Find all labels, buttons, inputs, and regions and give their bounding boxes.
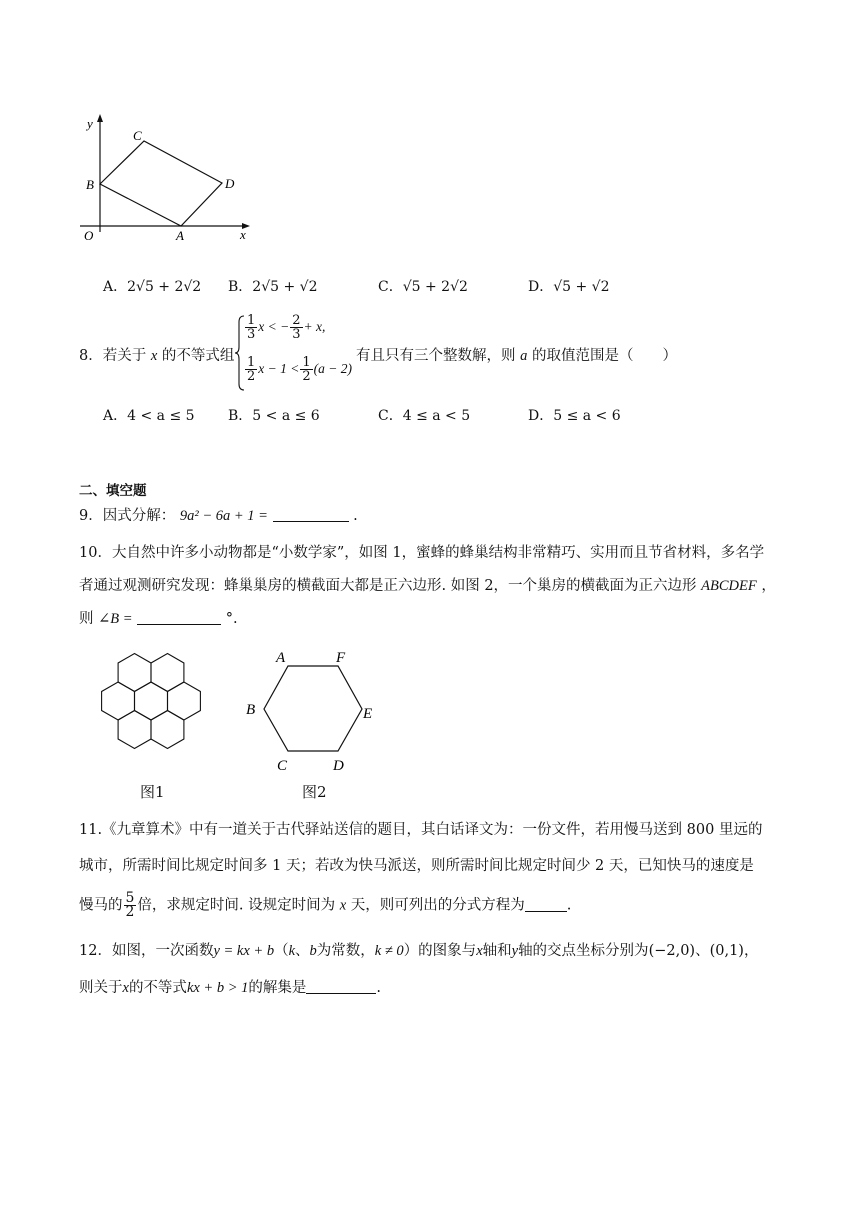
q8-inequality-2 bbox=[244, 356, 352, 383]
q12-line-1d: ）的图象与 bbox=[403, 943, 477, 959]
q7-option-b[interactable]: B．2√5 + √2 bbox=[228, 279, 318, 295]
q12-b: b bbox=[309, 943, 317, 959]
q12-line-2b: 的不等式 bbox=[128, 980, 187, 996]
hexagon-figure bbox=[240, 644, 390, 774]
q11-line-3 bbox=[79, 892, 779, 919]
q11-fraction: $\frac{5}{2}$ bbox=[125, 890, 135, 920]
hex-label-a: A bbox=[276, 650, 286, 666]
q10-line-3a: 则 bbox=[79, 611, 94, 627]
label-c: C bbox=[133, 128, 142, 143]
q12-comma: 、 bbox=[695, 943, 710, 959]
q12-line-2a: 则关于 bbox=[79, 980, 123, 996]
q12-line-1f: 轴的交点坐标分别为 bbox=[518, 943, 649, 959]
honeycomb-cell bbox=[151, 711, 184, 749]
honeycomb-cell bbox=[168, 682, 201, 720]
q8-ineq2a: x − 1 < bbox=[258, 361, 300, 376]
q10-line-1: 10．大自然中许多小动物都是“小数学家”，如图 1，蜜蜂的蜂巢结构非常精巧、实用而且节省材料，多名学 bbox=[79, 545, 765, 561]
q9-expr: 9a² − 6a + 1 = bbox=[179, 508, 268, 524]
q11-line-1: 11.《九章算术》中有一道关于古代驿站送信的题目，其白话译文为：一份文件，若用慢马送到 800 里远的 bbox=[79, 822, 763, 838]
q10-hexagon-name: ABCDEF bbox=[701, 578, 757, 594]
q12-end: . bbox=[376, 980, 381, 996]
label-y: y bbox=[87, 116, 93, 131]
parallelogram-abcd bbox=[100, 141, 222, 226]
q8-suffix2: 的取值范围是（ ） bbox=[531, 348, 677, 364]
q8-ineq1: x < − bbox=[258, 319, 290, 334]
q12-inequality: kx + b > 1 bbox=[186, 980, 249, 996]
honeycomb-cell bbox=[151, 654, 184, 692]
q10-line-2-text: 者通过观测研究发现：蜂巢巢房的横截面大都是正六边形. 如图 2，一个巢房的横截面为正六边形 bbox=[79, 578, 697, 594]
hex-label-b: B bbox=[246, 702, 256, 718]
q10-line-2 bbox=[79, 576, 779, 596]
q12-line-1a: 12．如图，一次函数 bbox=[79, 943, 214, 959]
q12-line-1e: 轴和 bbox=[482, 943, 512, 959]
q8-option-c[interactable]: C．4 ≤ a < 5 bbox=[378, 408, 471, 424]
q8-ineq2b: (a − 2) bbox=[313, 361, 353, 376]
q8-frac-1-3: $\frac{1}{3}$ bbox=[247, 313, 256, 342]
figure-2-caption: 图2 bbox=[302, 783, 327, 801]
q8-stem-end bbox=[356, 344, 677, 365]
q8-option-a[interactable]: A．4 < a ≤ 5 bbox=[103, 408, 195, 424]
q8-var-x: x bbox=[150, 348, 158, 364]
q11-var-x: x bbox=[339, 897, 347, 914]
q12-line-1g: ， bbox=[743, 943, 759, 959]
label-x: x bbox=[240, 227, 246, 242]
q8-suffix1: 有且只有三个整数解，则 bbox=[356, 348, 516, 364]
label-a: A bbox=[176, 228, 184, 243]
q11-line-3a: 慢马的 bbox=[79, 897, 123, 914]
q10-angle: ∠B = bbox=[98, 611, 133, 627]
q8-frac-1-2b: $\frac{1}{2}$ bbox=[302, 355, 311, 384]
q11-answer-blank[interactable] bbox=[525, 897, 567, 912]
q12-sep: 、 bbox=[295, 943, 310, 959]
q8-var-a: a bbox=[520, 348, 528, 364]
honeycomb-cell bbox=[118, 654, 151, 692]
honeycomb-cell bbox=[135, 682, 168, 720]
y-axis-arrow bbox=[97, 114, 103, 122]
q12-point-1: (−2,0) bbox=[648, 943, 696, 959]
q12-line-1c: 为常数， bbox=[316, 943, 375, 959]
label-o: O bbox=[84, 228, 94, 243]
hex-label-c: C bbox=[277, 758, 288, 774]
honeycomb-cell bbox=[118, 711, 151, 749]
q8-inequality-1 bbox=[244, 314, 325, 341]
honeycomb-figure bbox=[92, 650, 210, 752]
q12-answer-blank[interactable] bbox=[306, 979, 376, 994]
q9-end: . bbox=[353, 508, 358, 524]
q11-line-3b: 倍，求规定时间. 设规定时间为 bbox=[137, 897, 336, 914]
q9-answer-blank[interactable] bbox=[273, 507, 349, 522]
q12-line-2 bbox=[79, 978, 779, 998]
q9-line bbox=[79, 506, 779, 526]
q12-line-2c: 的解集是 bbox=[248, 980, 307, 996]
honeycomb-cell bbox=[102, 682, 135, 720]
q11-line-3c: 天，则可列出的分式方程为 bbox=[350, 897, 525, 914]
q12-line-1 bbox=[79, 941, 779, 961]
section-title-fill-in: 二、填空题 bbox=[79, 483, 147, 499]
q8-option-d[interactable]: D．5 ≤ a < 6 bbox=[528, 408, 621, 424]
q11-line-2: 城市，所需时间比规定时间多 1 天；若改为快马派送，则所需时间比规定时间少 2 天，已知快马的速度是 bbox=[79, 858, 754, 874]
q10-line-3b: °. bbox=[225, 611, 238, 627]
q10-answer-blank[interactable] bbox=[137, 610, 221, 625]
hex-label-d: D bbox=[333, 758, 344, 774]
q12-function: y = kx + b bbox=[213, 943, 275, 959]
q12-line-1b: （ bbox=[274, 943, 289, 959]
label-d: D bbox=[225, 176, 235, 191]
q10-line-3 bbox=[79, 609, 779, 629]
q8-ineq1-end: + x, bbox=[303, 319, 326, 334]
q12-y-axis: y bbox=[511, 943, 519, 959]
q10-line-2-end: ， bbox=[761, 578, 776, 594]
q11-end: . bbox=[566, 897, 572, 914]
q12-condition: k ≠ 0 bbox=[374, 943, 404, 959]
q12-x-axis: x bbox=[476, 943, 483, 959]
label-b: B bbox=[86, 177, 94, 192]
hex-label-e: E bbox=[363, 706, 373, 722]
hexagon-abcdef bbox=[264, 666, 362, 751]
q12-var-x: x bbox=[122, 980, 129, 996]
q12-point-2: (0,1) bbox=[709, 943, 744, 959]
q8-frac-2-3: $\frac{2}{3}$ bbox=[292, 313, 301, 342]
q8-mid: 的不等式组 bbox=[161, 348, 235, 364]
q12-k: k bbox=[288, 943, 296, 959]
q9-text: 9．因式分解： bbox=[79, 508, 176, 524]
hex-label-f: F bbox=[336, 650, 346, 666]
q8-stem bbox=[79, 344, 234, 365]
figure-1-caption: 图1 bbox=[140, 783, 165, 801]
q8-frac-1-2a: $\frac{1}{2}$ bbox=[247, 355, 256, 384]
q7-option-d[interactable]: D．√5 + √2 bbox=[528, 279, 610, 295]
q7-option-c[interactable]: C．√5 + 2√2 bbox=[378, 279, 468, 295]
q7-option-a[interactable]: A．2√5 + 2√2 bbox=[103, 279, 202, 295]
q8-option-b[interactable]: B．5 < a ≤ 6 bbox=[228, 408, 320, 424]
q7-coordinate-figure bbox=[76, 110, 256, 250]
q8-prefix: 8．若关于 bbox=[79, 348, 147, 364]
